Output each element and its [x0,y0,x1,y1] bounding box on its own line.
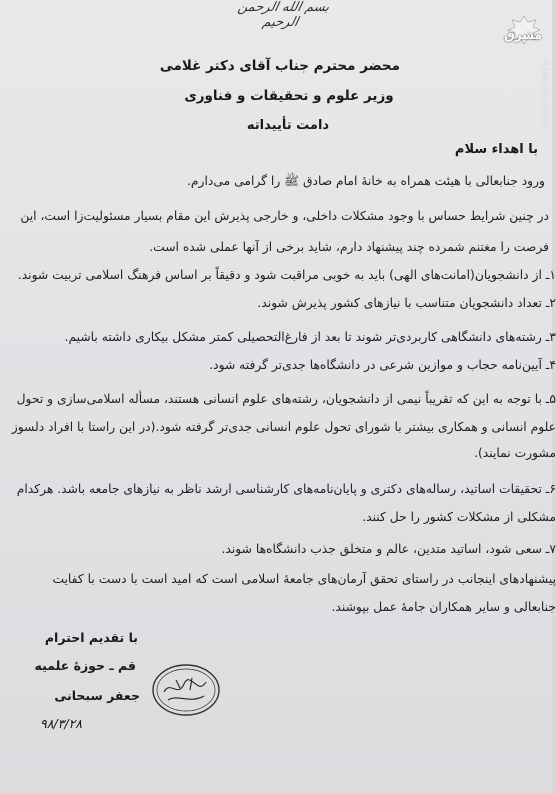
watermark: mashreghnews.ir [541,60,550,129]
signer-name: جعفر سبحانی [54,688,140,703]
news-logo [506,14,542,44]
body-line: ۲ـ تعداد دانشجویان متناسب با نیازهای کشور پذیرش شوند. [257,296,556,310]
recipient-honorific: دامت تأییداته [246,118,330,133]
greeting: با اهداء سلام [454,142,538,157]
body-line: ورود جنابعالی با هیئت همراه به خانهٔ امام صادق ﷺ را گرامی می‌دارم. [187,174,545,188]
body-line: ۶ـ تحقیقات اساتید، رساله‌های دکتری و پایان‌نامه‌های کارشناسی ارشد ناظر به نیازهای جامعه باشد. هرکدام [16,482,556,496]
body-line: جنابعالی و سایر همکاران جامهٔ عمل بپوشند. [331,600,556,614]
closing-regards: با تقدیم احترام [44,630,138,645]
recipient-title: وزیر علوم و تحقیقات و فناوری [184,88,394,104]
seal-stamp-icon [150,662,222,718]
closing-place: قم ـ حوزهٔ علمیه [34,658,136,673]
body-line: مشکلی از مشکلات کشور را حل کنند. [362,510,556,524]
body-line: پیشنهادهای اینجانب در راستای تحقق آرمان‌های جامعهٔ اسلامی است که امید است با دست با کفایت [52,572,556,586]
body-line: در چنین شرایط حساس با وجود مشکلات داخلی، و خارجی پذیرش این مقام بسیار مسئولیت‌زا است، این [20,209,549,223]
body-line: مشورت نمایند). [474,446,556,460]
letter-date: ۹۸/۳/۲۸ [40,716,82,731]
body-line: ۳ـ رشته‌های دانشگاهی کاربردی‌تر شوند تا بعد از فارغ‌التحصیلی کمتر مشکل بیکاری داشته باشیم. [64,330,556,344]
body-line: ۵ـ با توجه به این که تقریباً نیمی از دانشجویان، رشته‌های علوم انسانی هستند، مسأله اسلامی‌سازی و تحول [16,392,556,406]
body-line: علوم انسانی و همکاری بیشتر با شورای تحول علوم انسانی جدی‌تر گرفته شود.(در این راستا با افراد دلسوز [11,420,556,434]
body-line: فرصت را مغتنم شمرده چند پیشنهاد دارم، شاید برخی از آنها عملی شده است. [149,240,549,254]
basmala-calligraphy: بسم الله الرحمن الرحیم [236,0,331,30]
body-line: ۴ـ آیین‌نامه حجاب و موازین شرعی در دانشگاه‌ها جدی‌تر گرفته شود. [209,358,556,372]
recipient-line: محضر محترم جناب آقای دکتر غلامی [159,58,400,74]
body-line: ۷ـ سعی شود، اساتید متدین، عالم و متخلق جذب دانشگاه‌ها شوند. [221,542,556,556]
body-line: ۱ـ از دانشجویان(امانت‌های الهی) باید به خوبی مراقبت شود و دقیقاً بر اساس فرهنگ اسلامی تربیت شوند. [17,268,556,282]
logo-text: مشرق [504,28,542,42]
